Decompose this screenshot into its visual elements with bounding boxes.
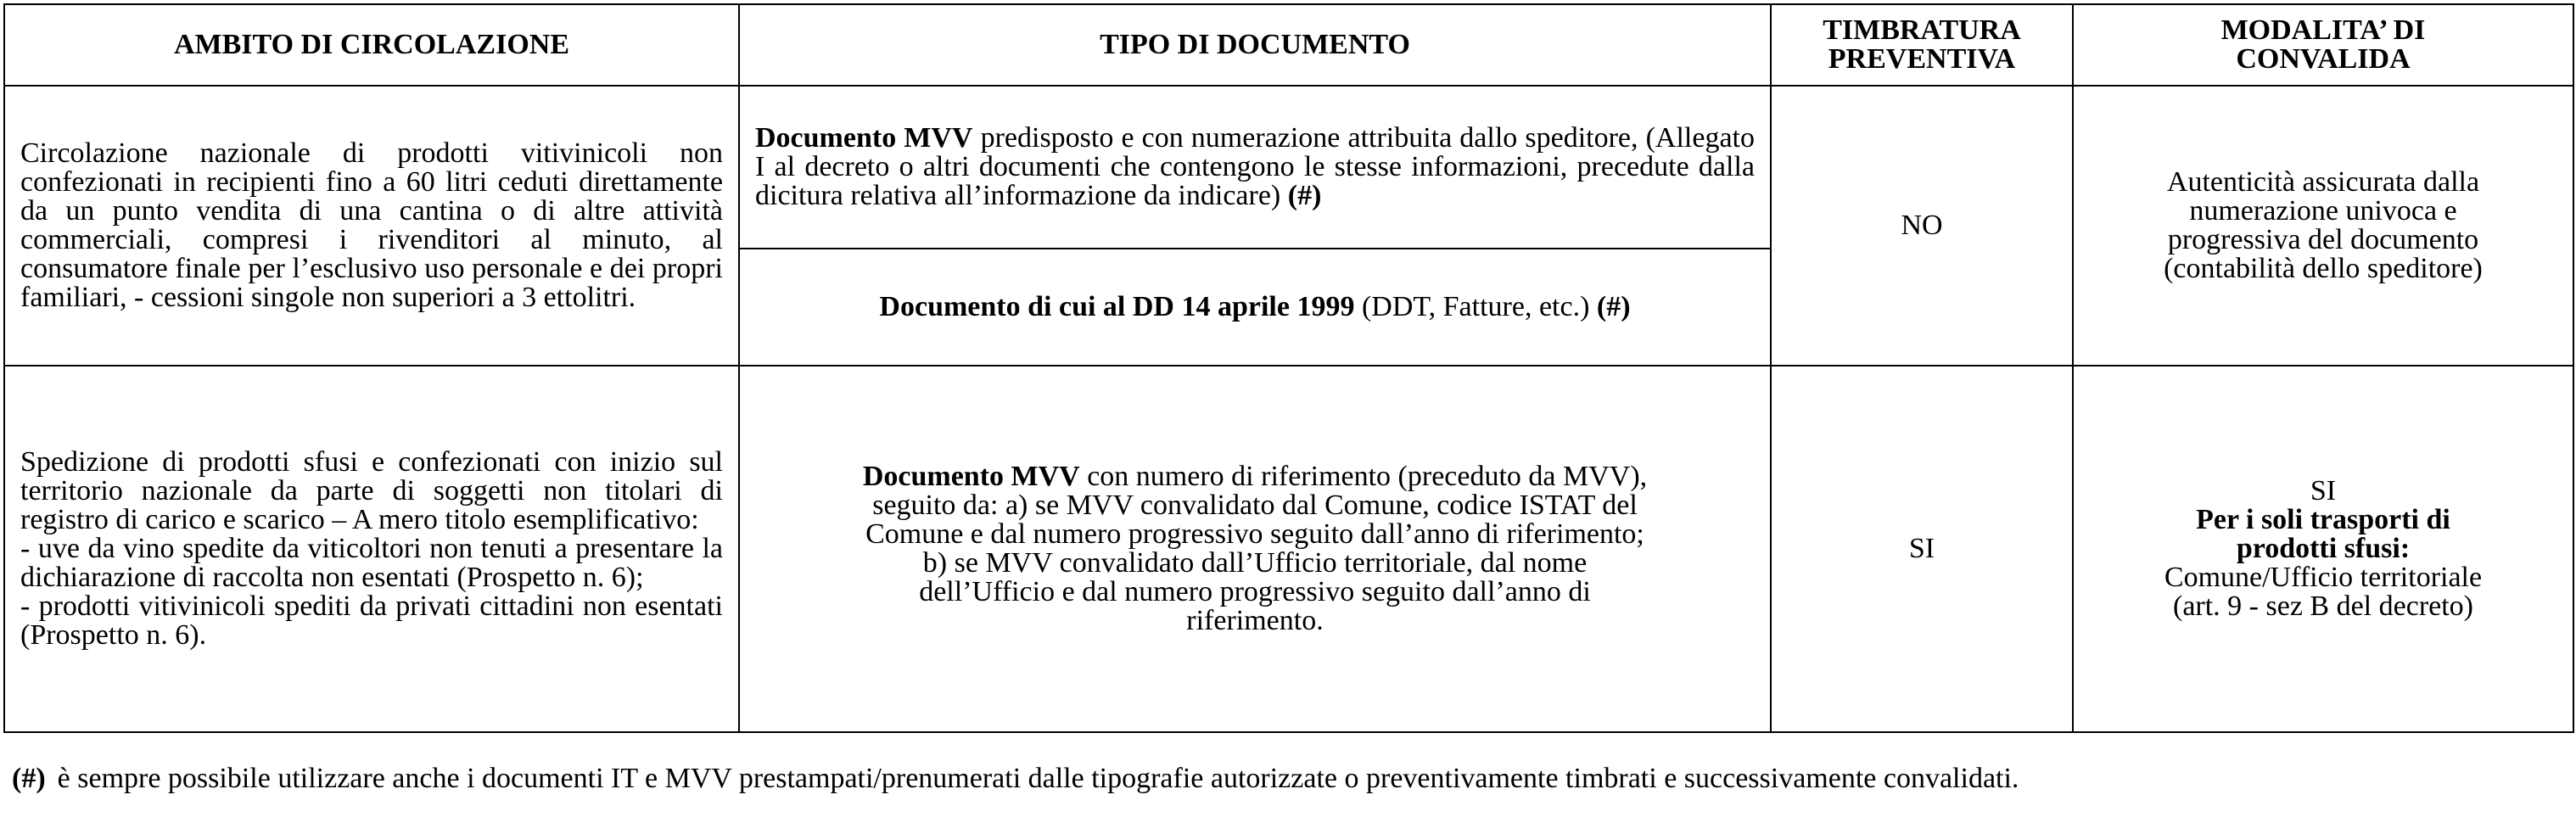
row2-ambito-paragraph: - prodotti vitivinicoli spediti da privati cittadini non esentati (Prospetto n. 6).	[20, 590, 723, 651]
row1-modalita-line: Autenticità assicurata dalla	[2166, 166, 2480, 198]
header-ambito: AMBITO DI CIRCOLAZIONE	[4, 4, 739, 86]
row2-doc-line: dell’Ufficio e dal numero progressivo seguito dall’anno di	[919, 576, 1591, 607]
row2-ambito-paragraph: Spedizione di prodotti sfusi e confezionati con inizio sul territorio nazionale da parte di soggetti non titolari di registro di carico e scarico – A mero titolo esemplificativo:	[20, 446, 723, 535]
row2-ambito-cell	[4, 366, 739, 732]
row2-modalita-cell	[2073, 366, 2573, 732]
row2-modalita-line: Comune/Ufficio territoriale	[2164, 562, 2483, 593]
row2-modalita-si: SI	[2310, 475, 2337, 506]
row2-doc-line: riferimento.	[1186, 605, 1324, 636]
footnote	[12, 762, 2019, 796]
row1-timbratura-cell: NO	[1771, 86, 2073, 366]
row2-doc-line: Comune e dal numero progressivo seguito dall’anno di riferimento;	[865, 518, 1644, 550]
row1-doc1-mark: (#)	[1287, 180, 1322, 211]
row1-modalita-line: (contabilità dello speditore)	[2164, 253, 2483, 284]
row2-doc-line	[755, 462, 1755, 491]
header-tipo-documento: TIPO DI DOCUMENTO	[739, 4, 1771, 86]
row2-doc-line-text: con numero di riferimento (preceduto da MVV),	[1079, 461, 1648, 492]
header-modalita-line2: CONVALIDA	[2236, 43, 2411, 75]
row2-modalita-line: (art. 9 - sez B del decreto)	[2173, 590, 2473, 622]
row2-doc-bold: Documento MVV	[862, 461, 1080, 492]
header-timbratura-line2: PREVENTIVA	[1828, 43, 2016, 75]
row1-documento-dd-cell	[739, 249, 1771, 366]
row2-timbratura-cell: SI	[1771, 366, 2073, 732]
row2-documento-cell	[739, 366, 1771, 732]
header-modalita	[2073, 4, 2573, 86]
row1-modalita-cell	[2073, 86, 2573, 366]
row2-ambito-paragraph: - uve da vino spedite da viticoltori non tenuti a presentare la dichiarazione di raccolta non esentati (Prospetto n. 6);	[20, 533, 723, 593]
row1-doc2-text: (DDT, Fatture, etc.)	[1354, 291, 1597, 322]
header-timbratura	[1771, 4, 2073, 86]
table-row	[4, 366, 2573, 732]
row2-doc-line: b) se MVV convalidato dall’Ufficio territoriale, dal nome	[922, 547, 1588, 579]
row2-doc-line: seguito da: a) se MVV convalidato dal Comune, codice ISTAT del	[872, 490, 1638, 521]
row1-doc1-text: predisposto e con numerazione attribuita dallo speditore, (Allegato I al decreto o altri documenti che contengono le stesse informazioni, precedute dalla dicitura relativa all’informazione da indicare)	[755, 122, 1755, 211]
row1-documento-mvv-cell	[739, 86, 1771, 249]
header-modalita-line1: MODALITA’ DI	[2220, 14, 2426, 46]
row1-doc2-bold: Documento di cui al DD 14 aprile 1999	[879, 291, 1355, 322]
footnote-mark: (#)	[12, 763, 46, 794]
header-row	[4, 4, 2573, 86]
table-row	[4, 86, 2573, 249]
header-timbratura-line1: TIMBRATURA	[1823, 14, 2021, 46]
footnote-text: è sempre possibile utilizzare anche i documenti IT e MVV prestampati/prenumerati dalle tipografie autorizzate o preventivamente timbrati e successivamente convalidati.	[57, 763, 2019, 794]
row1-doc2-mark: (#)	[1596, 291, 1631, 322]
row2-modalita-bold-line: prodotti sfusi:	[2236, 533, 2411, 564]
row1-modalita-line: numerazione univoca e	[2189, 195, 2457, 227]
row1-ambito-cell: Circolazione nazionale di prodotti vitivinicoli non confezionati in recipienti fino a 60 litri ceduti direttamente da un punto vendita di una cantina o di altre attività commerciali, compresi i rivenditori al minuto, al consumatore finale per l’esclusivo uso personale e dei propri familiari, - cessioni singole non superiori a 3 ettolitri.	[4, 86, 739, 366]
row2-modalita-bold-line: Per i soli trasporti di	[2196, 504, 2450, 535]
row1-modalita-line: progressiva del documento	[2167, 224, 2479, 255]
row1-doc1-bold: Documento MVV	[755, 122, 973, 154]
circolazione-table	[3, 3, 2574, 733]
